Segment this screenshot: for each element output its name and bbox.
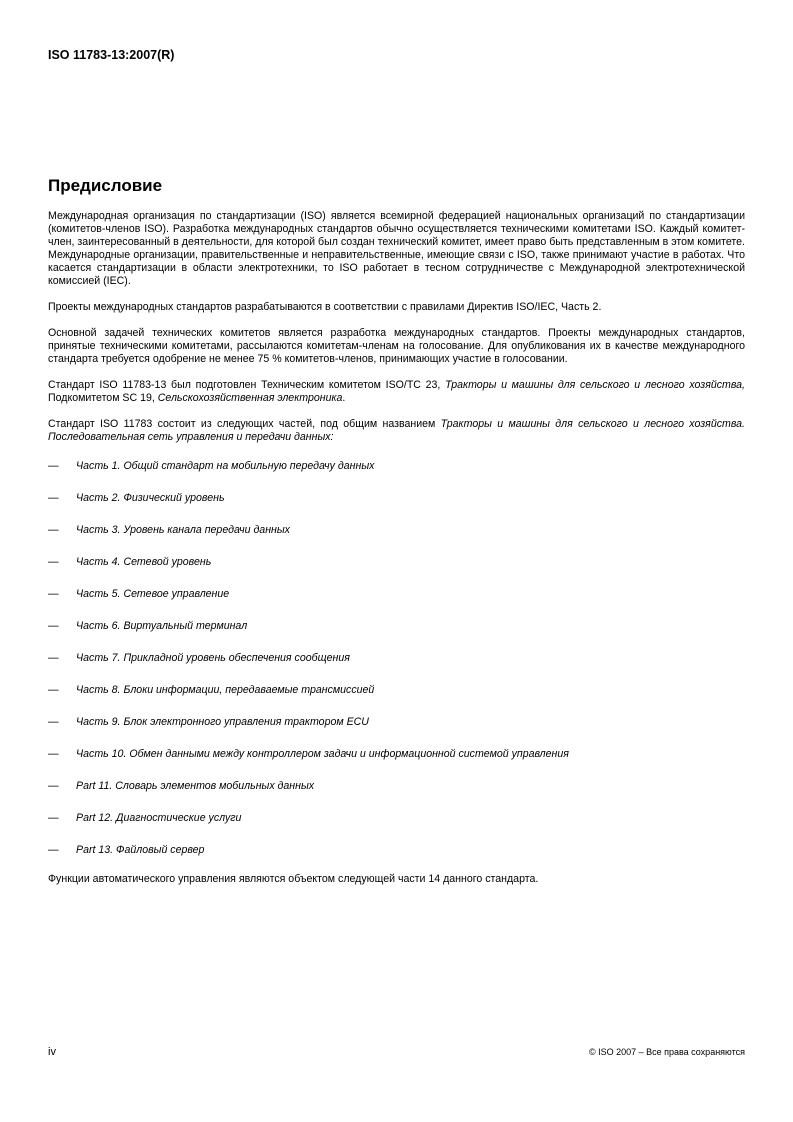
paragraph: Международная организация по стандартизации (ISO) является всемирной федерацией национальных организаций по стандартизации (комитетов-членов ISO). Разработка международных стандартов обычно осуществляется техническими комитетами ISO. Каждый комитет-член, заинтересованный в деятельности, для которой был создан технический комитет, имеет право быть представленным в этом комитете. Международные организации, правительственные и неправительственные, имеющие связи с ISO, также принимают участие в работах. Что касается стандартизации в области электротехники, то ISO работает в тесном сотрудничестве с Международной электротехнической комиссией (IEC). bbox=[48, 210, 745, 287]
dash: — bbox=[48, 588, 59, 600]
paragraph bbox=[48, 418, 745, 444]
list-item-text: Часть 7. Прикладной уровень обеспечения сообщения bbox=[76, 652, 350, 664]
list-item bbox=[48, 620, 745, 633]
list-item-text: Часть 8. Блоки информации, передаваемые трансмиссией bbox=[76, 684, 375, 696]
dash: — bbox=[48, 524, 59, 536]
document-header: ISO 11783-13:2007(R) bbox=[48, 48, 175, 62]
dash: — bbox=[48, 780, 59, 792]
list-item-text: Часть 3. Уровень канала передачи данных bbox=[76, 524, 290, 536]
list-item bbox=[48, 748, 745, 761]
foreword-body bbox=[48, 210, 745, 899]
list-item-text: Часть 10. Обмен данными между контроллером задачи и информационной системой управления bbox=[76, 748, 569, 760]
list-item bbox=[48, 684, 745, 697]
dash: — bbox=[48, 716, 59, 728]
list-item bbox=[48, 588, 745, 601]
list-item bbox=[48, 524, 745, 537]
dash: — bbox=[48, 556, 59, 568]
parts-list bbox=[48, 460, 745, 857]
list-item bbox=[48, 460, 745, 473]
paragraph bbox=[48, 379, 745, 405]
list-item-text: Часть 2. Физический уровень bbox=[76, 492, 225, 504]
text: Стандарт ISO 11783 состоит из следующих частей, под общим названием bbox=[48, 418, 441, 430]
list-item-text: Часть 4. Сетевой уровень bbox=[76, 556, 212, 568]
dash: — bbox=[48, 844, 59, 856]
italic-text: Сельскохозяйственная электроника bbox=[157, 392, 343, 404]
list-item bbox=[48, 652, 745, 665]
list-item bbox=[48, 716, 745, 729]
dash: — bbox=[48, 492, 59, 504]
paragraph: Основной задачей технических комитетов является разработка международных стандартов. Проекты международных стандартов, принятые техническими комитетами, рассылаются комитетам-членам на голосование. Для опубликования их в качестве международного стандарта требуется одобрение не менее 75 % комитетов-членов, принимающих участие в голосовании. bbox=[48, 327, 745, 365]
list-item-text: Часть 9. Блок электронного управления трактором ECU bbox=[76, 716, 369, 728]
copyright: © ISO 2007 – Все права сохраняются bbox=[588, 1047, 745, 1057]
paragraph: Функции автоматического управления являются объектом следующей части 14 данного стандарта. bbox=[48, 873, 539, 885]
page-number: iv bbox=[48, 1046, 56, 1058]
list-item bbox=[48, 780, 745, 793]
list-item-text: Part 12. Диагностические услуги bbox=[76, 812, 242, 824]
dash: — bbox=[48, 812, 59, 824]
list-item bbox=[48, 492, 745, 505]
list-item-text: Part 13. Файловый сервер bbox=[76, 844, 205, 856]
list-item-text: Часть 5. Сетевое управление bbox=[76, 588, 230, 600]
paragraph: Проекты международных стандартов разрабатываются в соответствии с правилами Директив ISO/IEC, Часть 2. bbox=[48, 301, 602, 313]
text: Стандарт ISO 11783-13 был подготовлен Техническим комитетом ISO/TC 23, bbox=[48, 379, 446, 391]
dash: — bbox=[48, 620, 59, 632]
list-item-text: Часть 6. Виртуальный терминал bbox=[76, 620, 248, 632]
dash: — bbox=[48, 684, 59, 696]
text: Подкомитетом SC 19, bbox=[48, 392, 158, 404]
italic-text: Тракторы и машины для сельского и лесного хозяйства, bbox=[445, 379, 745, 391]
list-item-text: Part 11. Словарь элементов мобильных данных bbox=[76, 780, 315, 792]
text: . bbox=[342, 392, 346, 404]
section-title: Предисловие bbox=[48, 176, 163, 195]
dash: — bbox=[48, 748, 59, 760]
list-item bbox=[48, 556, 745, 569]
dash: — bbox=[48, 460, 59, 472]
list-item-text: Часть 1. Общий стандарт на мобильную передачу данных bbox=[76, 460, 375, 472]
list-item bbox=[48, 812, 745, 825]
list-item bbox=[48, 844, 745, 857]
dash: — bbox=[48, 652, 59, 664]
italic-text: Тракторы и машины для сельского и лесного хозяйства. Последовательная сеть управления и передачи данных: bbox=[48, 418, 745, 443]
